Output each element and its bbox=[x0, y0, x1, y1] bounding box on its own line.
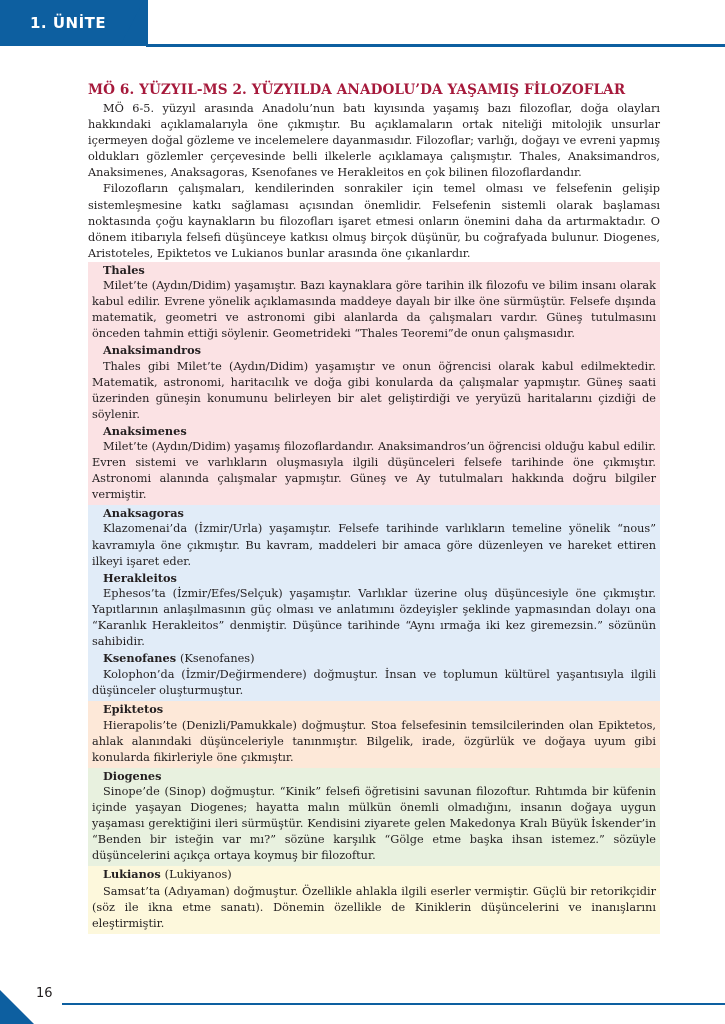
philosopher-group-sinop bbox=[88, 768, 660, 867]
philosopher-anaksagoras bbox=[92, 505, 656, 569]
philosopher-name: Ksenofanes bbox=[103, 651, 177, 666]
philosopher-epiktetos bbox=[92, 701, 656, 765]
philosopher-herakleitos bbox=[92, 570, 656, 650]
unit-tab-slant bbox=[120, 0, 144, 46]
philosopher-text: Thales gibi Milet’te (Aydın/Didim) yaşamıştır ve onun öğrencisi olarak kabul edilmektedir. Matematik, astronomi, haritacılık ve doğa gibi konularda da çalışmalar yapmıştır. Güneş saati üzerinden güneşin konumunu belirleyen bir alet geliştirdiği ve yeryüzü haritalarını çizdiği de söylenir. bbox=[92, 359, 656, 421]
philosopher-text: Klazomenai’da (İzmir/Urla) yaşamıştır. Felsefe tarihinde varlıkların temeline yönelik “nous” kavramıyla öne çıkmıştır. Bu kavram, maddeleri bir amaca göre düzenleyen ve hareket ettiren ilkeyi işaret eder. bbox=[92, 522, 656, 568]
philosopher-text: Kolophon’da (İzmir/Değirmendere) doğmuştur. İnsan ve toplumun kültürel yaşantısıyla ilgili düşünceler oluşturmuştur. bbox=[92, 668, 656, 698]
philosopher-text: Milet’te (Aydın/Didim) yaşamıştır. Bazı kaynaklara göre tarihin ilk filozofu ve bilim insanı olarak kabul edilir. Evrene yönelik açıklamasında maddeye dayalı bir ilke öne sürmüştür. Felsefe dışında matematik, geometri ve astronomi gibi alanlarda da çalışmaları vardır. Güneş tutulmasını önceden tahmin ettiği söylenir. Geometrideki “Thales Teoremi”de onun çalışmasıdır. bbox=[92, 279, 656, 341]
philosopher-name: Epiktetos bbox=[103, 702, 164, 717]
philosopher-thales bbox=[92, 262, 656, 342]
intro-paragraph-1: MÖ 6-5. yüzyıl arasında Anadolu’nun batı kıyısında yaşamış bazı filozoflar, doğa olayları hakkındaki açıklamalarıyla öne çıkmıştır. Bu açıklamaların ortak niteliği mitolojik unsurlar içermeyen doğal gözleme ve incelemelere dayanmasıdır. Filozoflar; varlığı, doğayı ve evreni yapmış oldukları gözlemler çerçevesinde belli ilkelerle açıklamaya çalışmıştır. Thales, Anaksimandros, Anaksimenes, Anaksagoras, Ksenofanes ve Herakleitos en çok bilinen filozoflardandır. bbox=[88, 102, 660, 180]
philosopher-ksenofanes bbox=[92, 650, 656, 699]
philosopher-group-milet bbox=[88, 262, 660, 505]
philosopher-name-line bbox=[92, 866, 656, 883]
intro-paragraph-2: Filozofların çalışmaları, kendilerinden sonrakiler için temel olması ve felsefenin gelişip sistemleşmesine katkı sağlaması açısından önemlidir. Felsefenin sistemli olarak başlaması noktasında çoğu kaynakların bu filozofları işaret etmesi onların önemini daha da artırmaktadır. O dönem itibarıyla felsefi düşünceye katkısı olmuş birçok düşünür, bu coğrafyada bulunur. Diogenes, Aristoteles, Epiktetos ve Lukianos bunlar arasında öne çıkanlardır. bbox=[88, 182, 660, 260]
philosopher-name: Anaksimenes bbox=[103, 423, 187, 438]
footer-rule bbox=[62, 1003, 725, 1005]
philosopher-alt-name: (Lukiyanos) bbox=[164, 868, 232, 882]
philosopher-text: Sinope’de (Sinop) doğmuştur. “Kinik” felsefi öğretisini savunan filozoftur. Rıhtımda bir küfenin içinde yaşayan Diogenes; hayatta malın mülkün önemli olmadığını, insanın doğaya uygun yaşaması gerektiğini ileri sürmüştür. Kendisini ziyarete gelen Makedonya Kralı Büyük İskender’in “Benden bir isteğin var mı?” sözüne karşılık “Gölge etme başka ihsan istemez.” sözüyle düşüncelerini açıkça ortaya koymuş bir filozoftur. bbox=[92, 784, 656, 863]
philosopher-diogenes bbox=[92, 768, 656, 865]
philosopher-text: Hierapolis’te (Denizli/Pamukkale) doğmuştur. Stoa felsefesinin temsilcilerinden olan Epiktetos, ahlak alanındaki düşünceleriyle tanınmıştır. Bilgelik, irade, özgürlük ve doğaya uyum gibi konularda fikirleriyle öne çıkmıştır. bbox=[92, 718, 656, 764]
philosopher-name-line bbox=[92, 650, 656, 667]
philosopher-name: Diogenes bbox=[103, 768, 162, 783]
philosopher-name: Thales bbox=[103, 262, 145, 277]
footer-corner bbox=[0, 990, 34, 1024]
philosopher-name: Lukianos bbox=[103, 867, 161, 882]
philosopher-name: Anaksagoras bbox=[103, 506, 184, 521]
philosopher-group-denizli bbox=[88, 701, 660, 767]
page-number: 16 bbox=[36, 986, 53, 1001]
content bbox=[88, 101, 660, 934]
philosopher-text: Milet’te (Aydın/Didim) yaşamış filozoflardandır. Anaksimandros’un öğrencisi olduğu kabul edilir. Evren sistemi ve varlıkların oluşmasıyla ilgili düşünceleri felsefe tarihinde öne çıkmıştır. Astronomi alanında çalışmalar yapmıştır. Güneş ve Ay tutulmaları hakkında doğru bilgiler vermiştir. bbox=[92, 439, 656, 502]
philosopher-name: Anaksimandros bbox=[103, 343, 202, 358]
philosopher-group-adiyaman bbox=[88, 866, 660, 933]
header-rule bbox=[146, 44, 725, 47]
philosopher-group-izmir bbox=[88, 505, 660, 701]
philosopher-anaksimenes bbox=[92, 423, 656, 503]
philosopher-text: Ephesos’ta (İzmir/Efes/Selçuk) yaşamıştır. Varlıklar üzerine oluş düşüncesiyle öne çıkmıştır. Yapıtlarının anlaşılmasının güç olması ve anlatımını özdeyişler şeklinde yapmasından dolayı ona “Karanlık Herakleitos” denmiştir. Düşünce tarihinde “Aynı ırmağa iki kez giremezsin.” sözünün sahibidir. bbox=[92, 586, 656, 649]
unit-label: 1. ÜNİTE bbox=[30, 14, 107, 32]
philosopher-alt-name: (Ksenofanes) bbox=[180, 652, 255, 666]
philosopher-text: Samsat’ta (Adıyaman) doğmuştur. Özellikle ahlakla ilgili eserler vermiştir. Güçlü bir retorikçidir (söz ile ikna etme sanatı). Dönemin özellikle de Kiniklerin düşüncelerini ve inanışlarını eleştirmiştir. bbox=[92, 884, 656, 930]
philosopher-name: Herakleitos bbox=[103, 570, 177, 585]
philosopher-anaksimandros bbox=[92, 342, 656, 422]
philosopher-lukianos bbox=[92, 866, 656, 931]
page-title: MÖ 6. YÜZYIL-MS 2. YÜZYILDA ANADOLU’DA YAŞAMIŞ FİLOZOFLAR bbox=[88, 82, 626, 98]
